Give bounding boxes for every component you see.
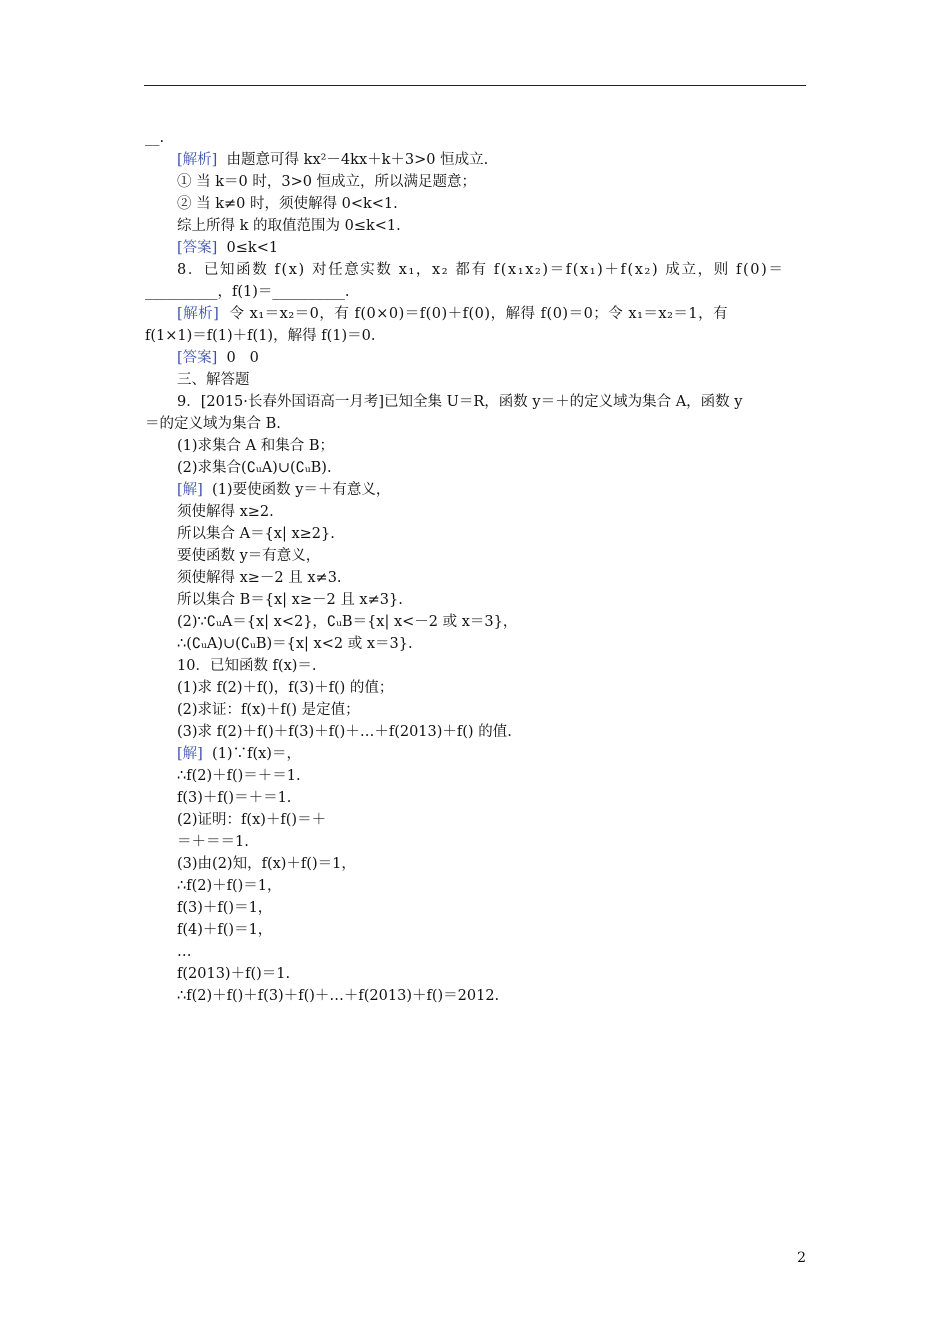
line-text: ① 当 k＝0 时，3>0 恒成立，所以满足题意； xyxy=(177,174,477,190)
header-rule xyxy=(144,85,806,86)
text-line xyxy=(145,699,807,721)
line-text: 须使解得 x≥2. xyxy=(177,504,274,520)
line-text: ∴f(2)＋f()＋f(3)＋f()＋…＋f(2013)＋f()＝2012. xyxy=(177,988,500,1004)
line-text: ② 当 k≠0 时，须使解得 0<k<1. xyxy=(177,196,398,212)
section-tag: [答案] xyxy=(177,350,218,366)
text-line xyxy=(145,963,807,985)
text-line xyxy=(145,787,807,809)
line-text: ＝＋＝＝1. xyxy=(177,834,249,850)
line-text: 8．已知函数 f(x) 对任意实数 x₁，x₂ 都有 f(x₁x₂)＝f(x₁)＋f(x₂) 成立，则 f(0)＝ xyxy=(177,262,785,278)
text-line xyxy=(145,325,807,347)
line-text: (1)求集合 A 和集合 B； xyxy=(177,438,334,454)
page-number: 2 xyxy=(797,1250,806,1266)
line-text: f(2013)＋f()＝1. xyxy=(177,966,291,982)
line-text: (2)证明：f(x)＋f()＝＋ xyxy=(177,812,327,828)
line-text: ∴f(2)＋f()＝1， xyxy=(177,878,282,894)
text-line xyxy=(145,149,807,171)
text-line xyxy=(145,523,807,545)
line-text: (3)由(2)知，f(x)＋f()＝1， xyxy=(177,856,356,872)
line-text: … xyxy=(177,944,192,960)
line-text: f(3)＋f()＝＋＝1. xyxy=(177,790,292,806)
text-line xyxy=(145,919,807,941)
text-line xyxy=(145,545,807,567)
text-line xyxy=(145,633,807,655)
line-text: (2)求集合(∁ᵤA)∪(∁ᵤB). xyxy=(177,460,332,476)
line-text: 由题意可得 kx²－4kx＋k＋3>0 恒成立. xyxy=(217,152,489,168)
text-line xyxy=(145,985,807,1007)
text-line xyxy=(145,567,807,589)
line-text: 9．[2015·长春外国语高一月考]已知全集 U＝R，函数 y＝＋的定义域为集合 A，函数 y xyxy=(177,394,743,410)
line-text: 令 x₁＝x₂＝0，有 f(0×0)＝f(0)＋f(0)，解得 f(0)＝0；令 x₁＝x₂＝1，有 xyxy=(219,306,729,322)
text-line xyxy=(145,303,807,325)
text-line xyxy=(145,743,807,765)
text-line xyxy=(145,347,807,369)
line-text: 0 0 xyxy=(217,350,259,366)
line-text: 所以集合 A＝{x| x≥2}. xyxy=(177,526,335,542)
line-text: f(1×1)＝f(1)＋f(1)，解得 f(1)＝0. xyxy=(145,328,376,344)
line-text: ＝的定义域为集合 B. xyxy=(145,416,281,432)
section-tag: [解析] xyxy=(177,306,220,322)
text-line xyxy=(145,171,807,193)
line-text: ∴f(2)＋f()＝＋＝1. xyxy=(177,768,301,784)
line-text: (3)求 f(2)＋f()＋f(3)＋f()＋…＋f(2013)＋f() 的值. xyxy=(177,724,512,740)
text-line xyxy=(145,127,807,149)
line-text: (1)∵f(x)＝， xyxy=(202,746,301,762)
text-line xyxy=(145,875,807,897)
text-line xyxy=(145,809,807,831)
text-line xyxy=(145,677,807,699)
text-line xyxy=(145,457,807,479)
line-text: 10．已知函数 f(x)＝. xyxy=(177,658,317,674)
text-line xyxy=(145,259,807,281)
text-line xyxy=(145,281,807,303)
document-body xyxy=(145,127,807,1007)
line-text: (2)求证：f(x)＋f() 是定值； xyxy=(177,702,360,718)
line-text: 综上所得 k 的取值范围为 0≤k<1. xyxy=(177,218,401,234)
line-text: 0≤k<1 xyxy=(217,240,279,256)
line-text: 须使解得 x≥－2 且 x≠3. xyxy=(177,570,342,586)
text-line xyxy=(145,501,807,523)
text-line xyxy=(145,941,807,963)
text-line xyxy=(145,435,807,457)
section-tag: [解] xyxy=(177,482,203,498)
line-text: __________，f(1)＝__________. xyxy=(145,284,350,300)
text-line xyxy=(145,369,807,391)
text-line xyxy=(145,897,807,919)
line-text: 三、解答题 xyxy=(177,372,250,388)
text-line xyxy=(145,479,807,501)
line-text: (2)∵∁ᵤA＝{x| x<2}，∁ᵤB＝{x| x<－2 或 x＝3}， xyxy=(177,614,518,630)
text-line xyxy=(145,831,807,853)
text-line xyxy=(145,765,807,787)
line-text: (1)要使函数 y＝＋有意义， xyxy=(202,482,391,498)
section-tag: [解析] xyxy=(177,152,218,168)
section-tag: [答案] xyxy=(177,240,218,256)
line-text: f(3)＋f()＝1， xyxy=(177,900,273,916)
text-line xyxy=(145,655,807,677)
text-line xyxy=(145,193,807,215)
text-line xyxy=(145,853,807,875)
line-text: (1)求 f(2)＋f()，f(3)＋f() 的值； xyxy=(177,680,394,696)
text-line xyxy=(145,721,807,743)
section-tag: [解] xyxy=(177,746,203,762)
text-line xyxy=(145,391,807,413)
line-text: 要使函数 y＝有意义， xyxy=(177,548,321,564)
text-line xyxy=(145,589,807,611)
text-line xyxy=(145,413,807,435)
text-line xyxy=(145,611,807,633)
text-line xyxy=(145,215,807,237)
line-text: 所以集合 B＝{x| x≥－2 且 x≠3}. xyxy=(177,592,403,608)
text-line xyxy=(145,237,807,259)
line-text: f(4)＋f()＝1， xyxy=(177,922,273,938)
line-text: __. xyxy=(145,130,165,146)
line-text: ∴(∁ᵤA)∪(∁ᵤB)＝{x| x<2 或 x＝3}. xyxy=(177,636,413,652)
